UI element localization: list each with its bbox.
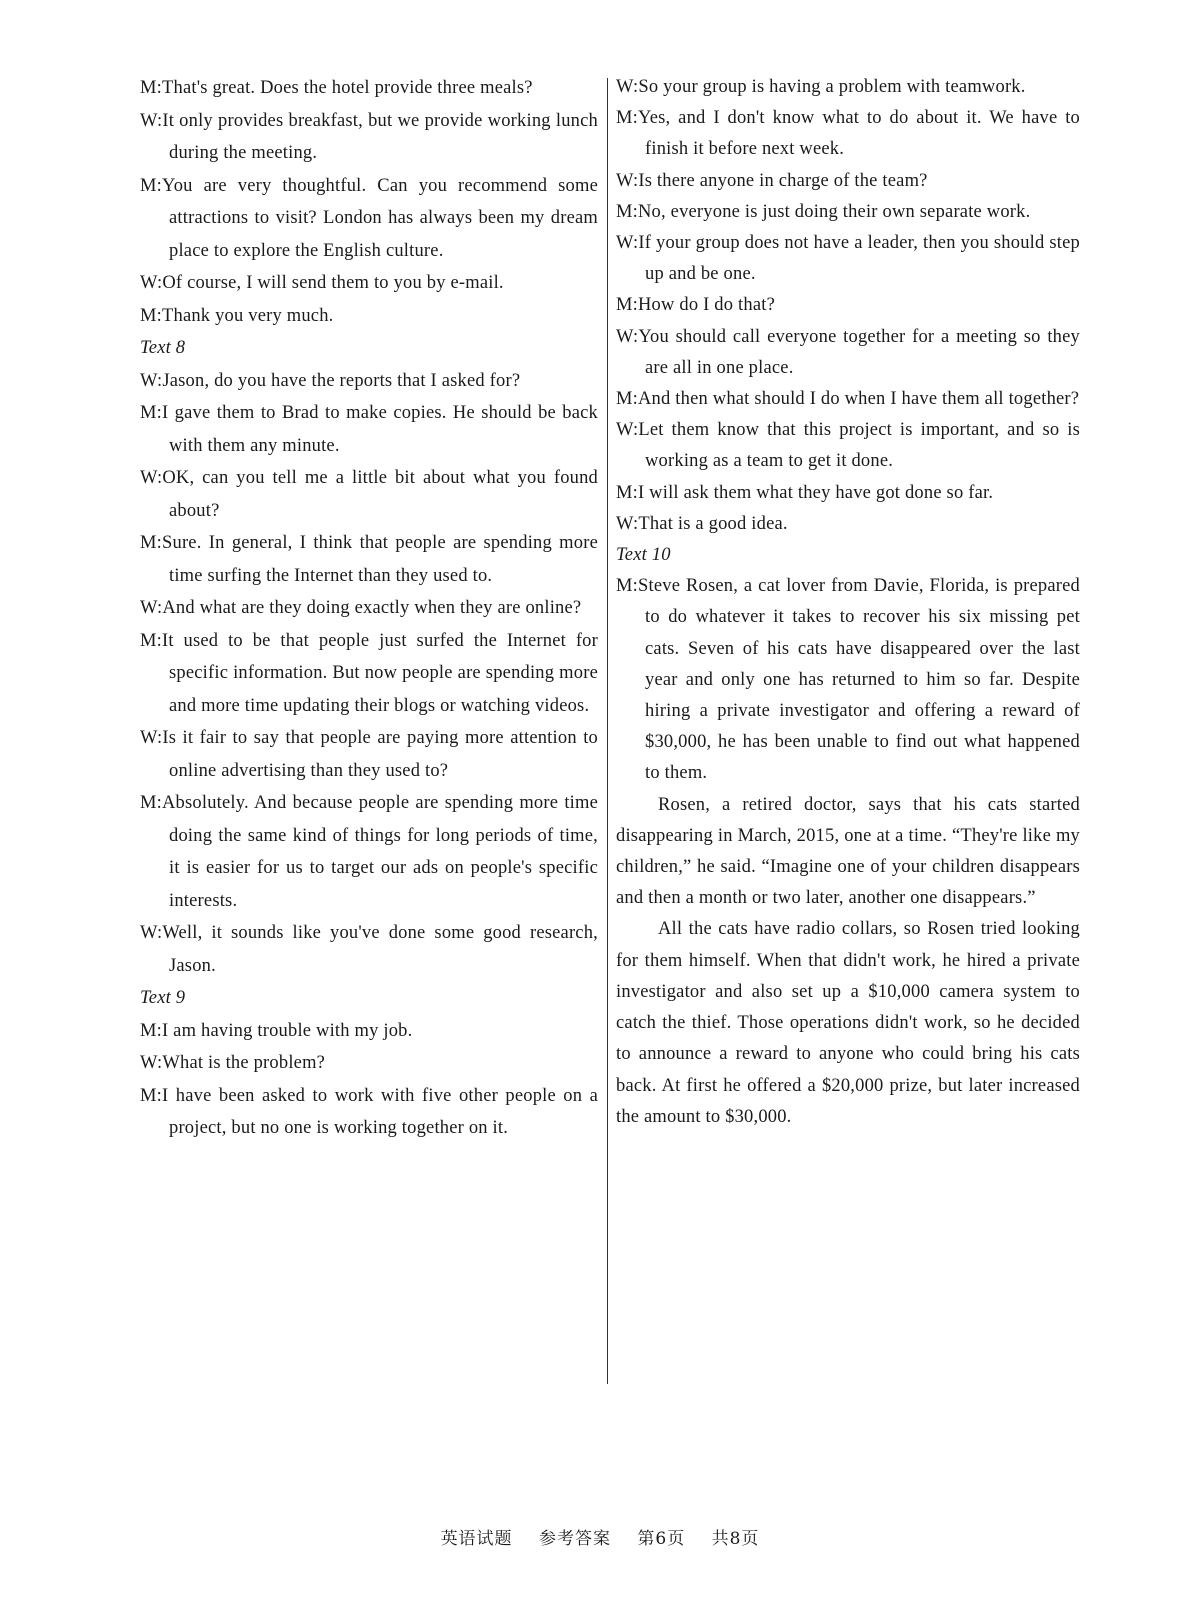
- utterance-text: And what are they doing exactly when they are online?: [162, 598, 582, 618]
- utterance-text: I gave them to Brad to make copies. He should be back with them any minute.: [162, 403, 598, 456]
- speaker-label: M:: [616, 482, 638, 503]
- section-heading: Text 8: [140, 338, 186, 358]
- utterance-text: Yes, and I don't know what to do about it. We have to finish it before next week.: [638, 108, 1080, 160]
- speaker-label: M:: [616, 108, 638, 129]
- dialogue-line: [616, 384, 1080, 415]
- page-footer: [0, 1524, 1200, 1549]
- speaker-label: M:: [616, 576, 638, 597]
- narrative-paragraph: Rosen, a retired doctor, says that his cats started disappearing in March, 2015, one at a time. “They're like my children,” he said. “Imagine one of your children disappears and then a month or two later, another one disappears.”: [616, 794, 1080, 909]
- dialogue-line: [616, 478, 1080, 509]
- dialogue-line: [616, 228, 1080, 290]
- speaker-label: M:: [140, 403, 162, 423]
- dialogue-line: [616, 571, 1080, 789]
- speaker-label: M:: [616, 201, 638, 222]
- dialogue-line: [140, 105, 598, 170]
- speaker-label: W:: [140, 598, 163, 618]
- dialogue-line: [140, 527, 598, 592]
- utterance-text: That's great. Does the hotel provide three meals?: [162, 78, 533, 98]
- speaker-label: M:: [140, 793, 162, 813]
- utterance-text: It used to be that people just surfed the Internet for specific information. But now people are spending more and more time updating their blogs or watching videos.: [162, 630, 598, 716]
- speaker-label: M:: [140, 533, 162, 553]
- speaker-label: W:: [140, 728, 163, 748]
- utterance-text: You are very thoughtful. Can you recommend some attractions to visit? London has always been my dream place to explore the English culture.: [162, 175, 598, 261]
- speaker-label: M:: [616, 389, 638, 410]
- utterance-text: Let them know that this project is important, and so is working as a team to get it done.: [638, 420, 1080, 472]
- utterance-text: Thank you very much.: [162, 305, 334, 326]
- dialogue-line: [140, 1015, 598, 1048]
- utterance-text: Of course, I will send them to you by e-mail.: [162, 273, 504, 293]
- utterance-text: You should call everyone together for a meeting so they are all in one place.: [638, 326, 1080, 378]
- dialogue-line: [616, 197, 1080, 228]
- speaker-label: M:: [616, 295, 638, 316]
- speaker-label: M:: [140, 78, 162, 98]
- dialogue-line: [140, 267, 598, 300]
- speaker-label: W:: [616, 326, 639, 347]
- speaker-label: W:: [140, 273, 163, 293]
- dialogue-line: [616, 322, 1080, 384]
- dialogue-line: [140, 787, 598, 917]
- utterance-text: Well, it sounds like you've done some good research, Jason.: [162, 923, 598, 976]
- footer-answer-label: 参考答案: [538, 1529, 611, 1549]
- footer-total-pages: 共8页: [711, 1529, 760, 1549]
- dialogue-line: [616, 290, 1080, 321]
- column-divider: [607, 78, 608, 1384]
- utterance-text: Jason, do you have the reports that I asked for?: [162, 370, 521, 391]
- utterance-text: I am having trouble with my job.: [162, 1020, 413, 1041]
- utterance-text: If your group does not have a leader, then you should step up and be one.: [638, 233, 1080, 285]
- dialogue-line: [616, 103, 1080, 165]
- utterance-text: So your group is having a problem with teamwork.: [638, 77, 1026, 97]
- utterance-text: Sure. In general, I think that people are spending more time surfing the Internet than they used to.: [162, 533, 598, 586]
- speaker-label: M:: [140, 175, 162, 196]
- section-heading: Text 10: [616, 545, 671, 566]
- footer-page-number: 第6页: [637, 1529, 686, 1549]
- section-heading: Text 9: [140, 988, 186, 1008]
- dialogue-line: [616, 166, 1080, 197]
- utterance-text: I will ask them what they have got done so far.: [638, 482, 994, 503]
- speaker-label: M:: [140, 630, 162, 651]
- right-column: [616, 72, 1080, 1133]
- utterance-text: And then what should I do when I have them all together?: [638, 389, 1080, 410]
- speaker-label: W:: [140, 370, 163, 391]
- utterance-text: Absolutely. And because people are spending more time doing the same kind of things for long periods of time, it is easier for us to target our ads on people's specific interests.: [162, 793, 598, 911]
- dialogue-line: [616, 415, 1080, 477]
- dialogue-line: [140, 397, 598, 462]
- dialogue-line: [140, 462, 598, 527]
- speaker-label: W:: [616, 420, 639, 441]
- dialogue-line: [616, 72, 1080, 103]
- speaker-label: W:: [616, 170, 639, 191]
- dialogue-line: [140, 1047, 598, 1080]
- utterance-text: OK, can you tell me a little bit about what you found about?: [162, 468, 598, 521]
- speaker-label: W:: [140, 468, 163, 488]
- utterance-text: Is there anyone in charge of the team?: [638, 170, 928, 191]
- dialogue-line: [140, 365, 598, 398]
- speaker-label: M:: [140, 305, 162, 326]
- speaker-label: W:: [616, 233, 639, 254]
- dialogue-line: [140, 72, 598, 105]
- dialogue-line: [140, 917, 598, 982]
- speaker-label: M:: [140, 1085, 162, 1106]
- utterance-text: Is it fair to say that people are paying more attention to online advertising than they used to?: [162, 728, 598, 781]
- footer-subject: 英语试题: [440, 1529, 513, 1549]
- speaker-label: W:: [140, 110, 163, 131]
- utterance-text: What is the problem?: [162, 1053, 326, 1073]
- utterance-text: That is a good idea.: [638, 513, 788, 534]
- dialogue-line: [140, 592, 598, 625]
- utterance-text: I have been asked to work with five other people on a project, but no one is working together on it.: [162, 1085, 598, 1138]
- dialogue-line: [616, 509, 1080, 540]
- dialogue-line: [140, 300, 598, 333]
- speaker-label: W:: [140, 1053, 163, 1073]
- dialogue-line: [140, 1080, 598, 1145]
- speaker-label: W:: [140, 923, 163, 943]
- utterance-text: No, everyone is just doing their own separate work.: [638, 201, 1031, 222]
- speaker-label: W:: [616, 77, 639, 97]
- dialogue-line: [140, 722, 598, 787]
- dialogue-line: [140, 170, 598, 268]
- utterance-text: It only provides breakfast, but we provide working lunch during the meeting.: [162, 110, 598, 163]
- dialogue-line: [140, 625, 598, 723]
- left-column: [140, 72, 598, 1145]
- utterance-text: How do I do that?: [638, 295, 775, 316]
- utterance-text: Steve Rosen, a cat lover from Davie, Florida, is prepared to do whatever it takes to recover his six missing pet cats. Seven of his cats have disappeared over the last year and only one has returned to him so far. Despite hiring a private investigator and offering a reward of $30,000, he has been unable to find out what happened to them.: [638, 576, 1080, 784]
- speaker-label: W:: [616, 513, 639, 534]
- speaker-label: M:: [140, 1020, 162, 1041]
- narrative-paragraph: All the cats have radio collars, so Rosen tried looking for them himself. When that didn't work, he hired a private investigator and also set up a $10,000 camera system to catch the thief. Those operations didn't work, so he decided to announce a reward to anyone who could bring his cats back. At first he offered a $20,000 prize, but later increased the amount to $30,000.: [616, 919, 1080, 1127]
